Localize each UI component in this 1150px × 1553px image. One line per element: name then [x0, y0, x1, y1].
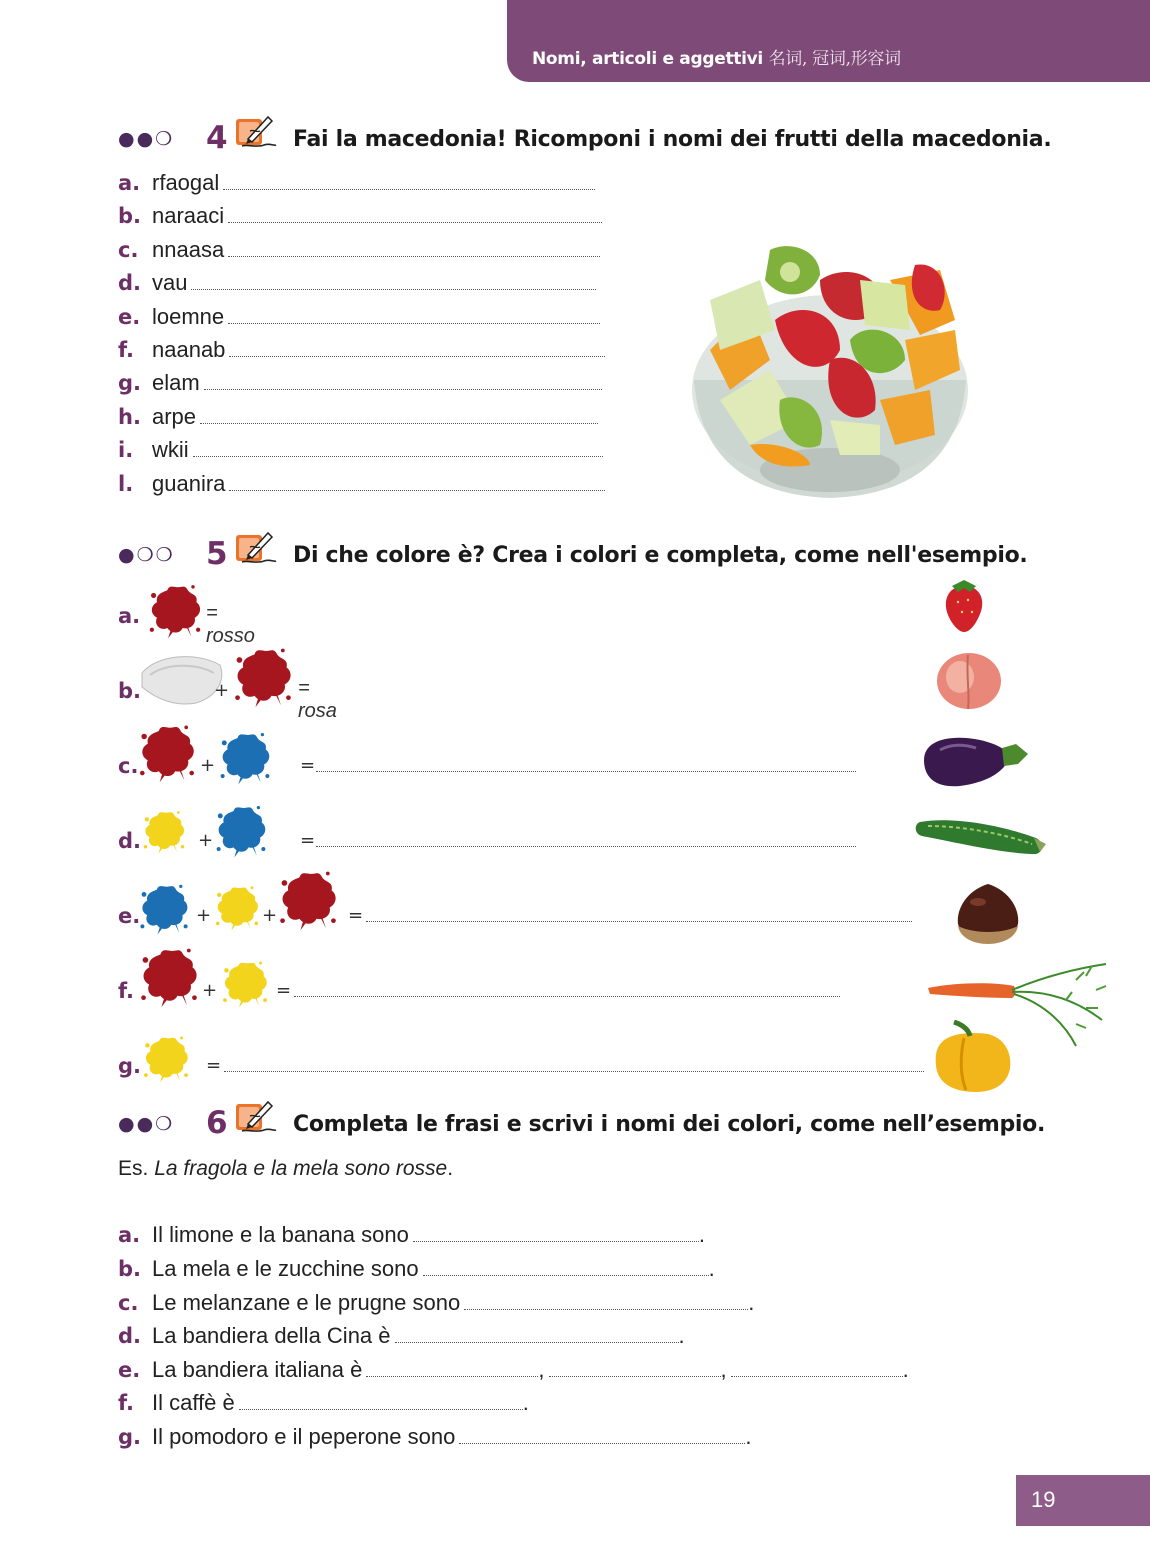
- scrambled-word: rfaogal: [152, 170, 220, 195]
- answer-line[interactable]: [228, 220, 602, 223]
- example-prefix: Es.: [118, 1157, 149, 1180]
- yellow-paint-splash: [208, 882, 266, 932]
- zucchini-image: [914, 808, 1048, 862]
- plus-sign: +: [262, 905, 278, 926]
- item-letter: d.: [118, 271, 142, 296]
- yellow-paint-splash: [136, 807, 192, 855]
- strawberry-image: [940, 576, 988, 634]
- answer-line: [316, 845, 856, 847]
- item-letter: g.: [118, 1054, 142, 1078]
- answer-line[interactable]: [395, 1340, 679, 1343]
- sentence-end: .: [708, 1256, 715, 1281]
- answer-line[interactable]: [549, 1374, 721, 1377]
- exercise-title: Fai la macedonia! Ricomponi i nomi dei frutti della macedonia.: [293, 127, 1052, 152]
- peach-image: [934, 645, 1004, 711]
- item-letter: f.: [118, 338, 134, 362]
- item-letter: l.: [118, 471, 134, 496]
- answer-line[interactable]: [423, 1273, 709, 1276]
- answer-line: [224, 1070, 924, 1072]
- answer-line[interactable]: [200, 421, 598, 424]
- example-end: .: [447, 1157, 454, 1180]
- sentence-end: .: [698, 1222, 705, 1247]
- plus-sign: +: [200, 755, 216, 776]
- sentence-end: .: [748, 1290, 755, 1315]
- word-row: [118, 404, 598, 434]
- exercise-number: 4: [206, 120, 228, 156]
- sentence-end: .: [902, 1357, 909, 1382]
- item-letter: i.: [118, 438, 134, 463]
- answer-line[interactable]: [413, 1239, 699, 1242]
- sentence-end: .: [522, 1390, 529, 1415]
- comma: ,: [538, 1357, 545, 1382]
- item-letter: b.: [118, 679, 142, 703]
- answer-line[interactable]: [459, 1441, 745, 1444]
- word-row: [118, 370, 602, 400]
- sentence-text: La bandiera italiana è: [152, 1357, 363, 1382]
- plus-sign: +: [198, 830, 214, 851]
- red-paint-splash: [134, 943, 204, 1009]
- sentence-row: [118, 1323, 685, 1349]
- scrambled-word: wkii: [152, 437, 189, 463]
- exercise-title: Completa le frasi e scrivi i nomi dei colori, come nell’esempio.: [293, 1112, 1046, 1137]
- blue-paint-splash: [212, 801, 270, 859]
- scrambled-word: vau: [152, 270, 188, 296]
- comma: ,: [720, 1357, 727, 1382]
- answer-line[interactable]: [229, 354, 605, 357]
- scrambled-word: guanira: [152, 470, 226, 496]
- exercise-title: Di che colore è? Crea i colori e completa, come nell'esempio.: [293, 543, 1028, 568]
- answer-line[interactable]: [229, 488, 605, 491]
- item-letter: e.: [118, 1358, 141, 1382]
- sentence-row: [118, 1390, 529, 1416]
- item-letter: b.: [118, 204, 142, 229]
- equals-sign: =: [348, 905, 364, 926]
- exercise-number: 6: [206, 1105, 228, 1141]
- sentence-text: Il caffè è: [152, 1390, 235, 1415]
- example-text: La fragola e la mela sono rosse: [154, 1157, 448, 1180]
- plus-sign: +: [214, 680, 230, 701]
- item-letter: g.: [118, 371, 142, 396]
- sentence-row: [118, 1290, 754, 1316]
- white-paint-smear: [136, 651, 226, 707]
- red-paint-splash: [134, 720, 200, 784]
- plus-sign: +: [196, 905, 212, 926]
- word-row: [118, 471, 605, 501]
- sentence-end: .: [745, 1424, 752, 1449]
- header-title: Nomi, articoli e aggettivi 名词, 冠词,形容词: [532, 49, 901, 69]
- header-title-cn: 名词, 冠词,形容词: [768, 49, 901, 69]
- answer-line[interactable]: [193, 454, 603, 457]
- pen-writing-icon: [234, 1098, 278, 1138]
- sentence-row: [118, 1222, 705, 1248]
- color-answer: = rosso: [206, 602, 255, 647]
- word-row: [118, 170, 595, 200]
- scrambled-word: nnaasa: [152, 236, 225, 262]
- answer-line[interactable]: [366, 1374, 538, 1377]
- eggplant-image: [920, 730, 1030, 790]
- answer-line: [366, 920, 912, 922]
- item-letter: d.: [118, 829, 142, 853]
- answer-line[interactable]: [223, 187, 595, 190]
- answer-line[interactable]: [191, 287, 596, 290]
- plus-sign: +: [202, 980, 218, 1001]
- chestnut-image: [952, 880, 1024, 946]
- item-letter: a.: [118, 604, 141, 628]
- scrambled-word: naanab: [152, 337, 226, 362]
- blue-paint-splash: [216, 728, 274, 786]
- equals-sign: =: [206, 1055, 222, 1076]
- sentence-text: Le melanzane e le prugne sono: [152, 1290, 461, 1315]
- answer-line[interactable]: [228, 321, 600, 324]
- answer-line[interactable]: [228, 254, 600, 257]
- item-letter: c.: [118, 237, 139, 262]
- word-row: [118, 437, 603, 467]
- sentence-end: .: [678, 1323, 685, 1348]
- yellow-paint-splash: [136, 1032, 196, 1084]
- scrambled-word: loemne: [152, 303, 225, 329]
- word-row: [118, 304, 600, 334]
- sentence-row: [118, 1256, 715, 1282]
- item-letter: h.: [118, 404, 141, 429]
- difficulty-dots: ●●❍: [118, 1113, 175, 1135]
- answer-line[interactable]: [204, 387, 602, 390]
- sentence-row: [118, 1424, 751, 1450]
- pen-writing-icon: [234, 529, 278, 569]
- item-letter: e.: [118, 304, 141, 329]
- answer-line[interactable]: [464, 1307, 748, 1310]
- item-letter: f.: [118, 979, 134, 1003]
- item-letter: f.: [118, 1391, 134, 1415]
- item-letter: c.: [118, 1291, 139, 1315]
- example-sentence: [118, 1157, 453, 1181]
- sentence-text: Il pomodoro e il peperone sono: [152, 1424, 456, 1449]
- sentence-text: La mela e le zucchine sono: [152, 1256, 419, 1281]
- scrambled-word: naraaci: [152, 203, 225, 229]
- sentence-text: La bandiera della Cina è: [152, 1323, 391, 1348]
- page-number: 19: [1031, 1487, 1056, 1512]
- red-paint-splash: [274, 866, 342, 932]
- answer-line: [316, 770, 856, 772]
- answer-line[interactable]: [731, 1374, 903, 1377]
- item-letter: b.: [118, 1257, 142, 1281]
- pen-writing-icon: [234, 113, 278, 153]
- word-row: [118, 237, 600, 267]
- exercise-number: 5: [206, 536, 228, 572]
- yellow-pepper-image: [930, 1020, 1014, 1094]
- word-row: [118, 270, 596, 300]
- item-letter: d.: [118, 1324, 142, 1348]
- color-answer: = rosa: [298, 677, 337, 722]
- scrambled-word: elam: [152, 370, 200, 396]
- item-letter: a.: [118, 171, 141, 195]
- word-row: [118, 337, 605, 367]
- yellow-paint-splash: [216, 957, 274, 1009]
- word-row: [118, 203, 602, 233]
- item-letter: e.: [118, 904, 141, 928]
- item-letter: c.: [118, 754, 139, 778]
- red-paint-splash: [140, 580, 210, 640]
- blue-paint-splash: [136, 880, 192, 936]
- scrambled-word: arpe: [152, 403, 197, 429]
- item-letter: g.: [118, 1425, 142, 1449]
- red-paint-splash: [228, 643, 298, 709]
- answer-line[interactable]: [239, 1407, 523, 1410]
- difficulty-dots: ●❍❍: [118, 544, 175, 566]
- answer-line: [294, 995, 840, 997]
- sentence-text: Il limone e la banana sono: [152, 1222, 409, 1247]
- fruit-salad-image: [690, 240, 970, 502]
- equals-sign: =: [276, 980, 292, 1001]
- equals-sign: =: [300, 755, 316, 776]
- equals-sign: =: [300, 830, 316, 851]
- difficulty-dots: ●●❍: [118, 128, 175, 150]
- sentence-row: [118, 1357, 909, 1383]
- header-tab: [507, 0, 1150, 82]
- item-letter: a.: [118, 1223, 141, 1247]
